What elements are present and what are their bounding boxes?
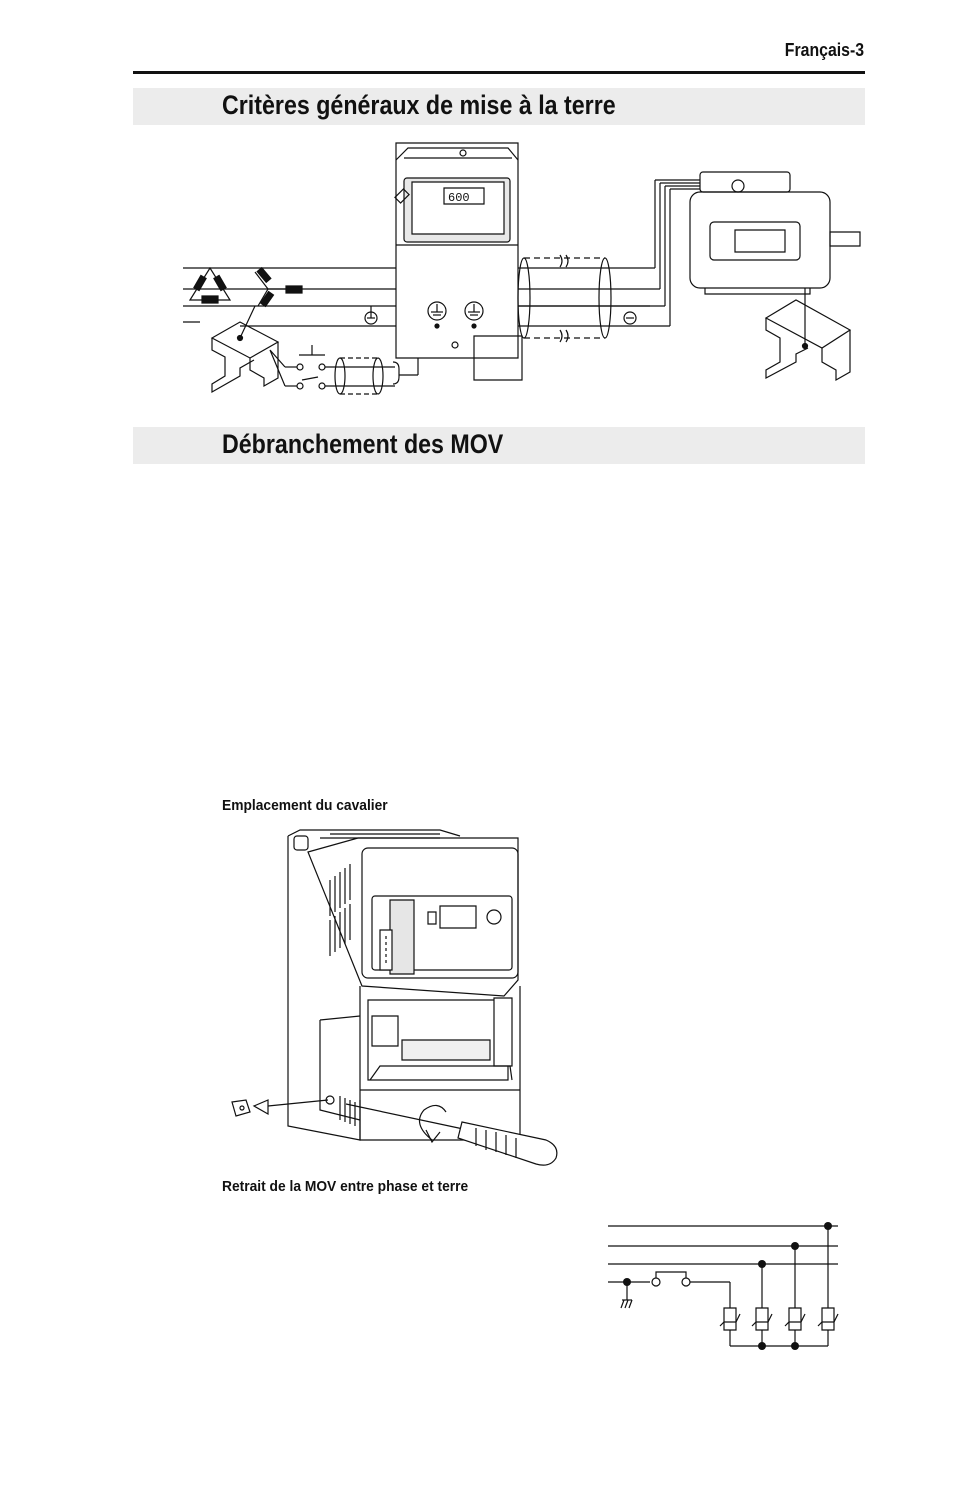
- caption-jumper-location: Emplacement du cavalier: [222, 797, 388, 814]
- caption-mov-removal: Retrait de la MOV entre phase et terre: [222, 1178, 469, 1195]
- display-readout: 600: [448, 191, 470, 205]
- section-title-mov: Débranchement des MOV: [222, 429, 504, 459]
- page-label: Français-3: [784, 40, 864, 60]
- section-title-grounding: Critères généraux de mise à la terre: [222, 90, 616, 120]
